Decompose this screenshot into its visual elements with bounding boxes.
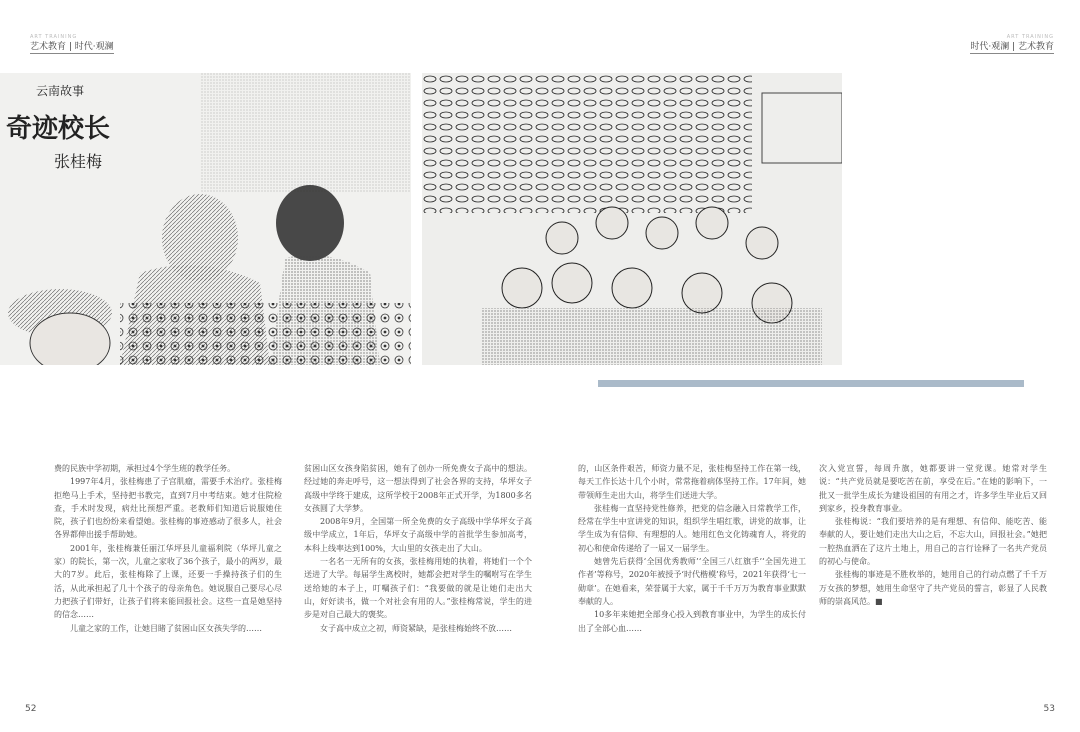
page-number-right: 53 [1043,704,1055,714]
art-name: 张桂梅 [54,152,103,171]
article-column-3 [578,462,806,635]
paragraph: 10多年来她把全部身心投入到教育事业中，为学生的成长付出了全部心血…… [578,610,806,633]
paragraph: 女子高中成立之初，师资紧缺，是张桂梅始终不放…… [320,623,512,633]
artwork-students-group [422,73,842,365]
running-header-right [970,32,1054,54]
paragraph: 2008年9月，全国第一所全免费的女子高级中学华坪女子高级中学成立，1年后，华坪女子高级中学的首批学生参加高考，本科上线率达到100%，大山里的女孩走出了大山。 [304,517,532,553]
paragraph: 2001年，张桂梅兼任丽江华坪县儿童福利院（华坪儿童之家）的院长，第一次，儿童之家收了36个孩子，最小的两岁，最大的7岁。此后，张桂梅除了上课，还要一手操持孩子们的生活，从此承担起了几十个孩子的母亲角色。她说服自己要尽心尽力把孩子们带好，让孩子们将来能回报社会。这些一直是她坚持的信念…… [54,543,282,620]
paragraph: 的，山区条件艰苦，师资力量不足，张桂梅坚持工作在第一线，每天工作长达十几个小时，常常拖着病体坚持工作。17年间，她带领师生走出大山，将学生们送进大学。 [578,464,806,500]
accent-bar [598,380,1024,387]
art-caption-top: 云南故事 [36,84,85,98]
header-kicker: ART TRAINING [1006,34,1054,40]
article-column-1 [54,462,282,635]
paragraph: 1997年4月，张桂梅患了子宫肌瘤，需要手术治疗。张桂梅拒绝马上手术，坚持把书教完，直到7月中考结束。她才住院检查，手术时发现，病灶比预想严重。老教师们知道后说服她住院，孩子们也纷纷来看望她。张桂梅的事迹感动了很多人，社会各界都伸出援手帮助她。 [54,477,282,540]
header-title: 时代·观澜 | 艺术教育 [970,42,1054,52]
article-column-2 [304,462,532,635]
paragraph: 她曾先后获得‘全国优秀教师’‘全国三八红旗手’‘全国先进工作者’等称号，2020年被授予‘时代楷模’称号，2021年获得‘七一勋章’。在她看来，荣誉属于大家，属于千千万万为教育事业默默奉献的人。 [578,557,806,606]
paragraph: 儿童之家的工作，让她目睹了贫困山区女孩失学的…… [70,623,262,633]
header-title: 艺术教育 | 时代·观澜 [30,42,114,52]
pen-drawing-illustration [0,73,411,365]
paragraph: 贫困山区女孩身陷贫困，她有了创办一所免费女子高中的想法。经过她的奔走呼号，这一想法得到了社会各界的支持，华坪女子高级中学终于建成，这所学校于2008年正式开学，为1800多名女孩圆了大学梦。 [304,464,532,513]
paragraph: 一名名一无所有的女孩，张桂梅用她的执着，将她们一个个送进了大学。每届学生离校时，她都会把对学生的嘱咐写在学生送给她的本子上，叮嘱孩子们：“我要做的就是让她们走出大山，好好读书，做一个对社会有用的人。”张桂梅常说，学生的进步是对自己最大的褒奖。 [304,557,532,620]
paragraph: 张桂梅一直坚持党性修养，把党的信念融入日常教学工作，经常在学生中宣讲党的知识，组织学生唱红歌，讲党的故事，让学生成为有信仰、有理想的人。她用红色文化铸魂育人，将党的初心和使命传递给了一届又一届学生。 [578,503,806,553]
running-header-left [30,32,114,54]
page-number-left: 52 [25,704,37,714]
artwork-principal-portrait [0,73,411,365]
paragraph: 次入党宣誓，每周升旗，她都要讲一堂党课。她常对学生说：“共产党员就是要吃苦在前，享受在后。”在她的影响下，一批又一批学生成长为建设祖国的有用之才，许多学生毕业后又回到家乡，投身教育事业。 [819,464,1047,513]
paragraph: 张桂梅说：“我们要培养的是有理想、有信仰、能吃苦、能奉献的人，要让她们走出大山之后，不忘大山，回报社会。”她把一腔热血洒在了这片土地上，用自己的言行诠释了一名共产党员的初心与使命。 [819,517,1047,567]
paragraph: 费的民族中学初期，承担过4个学生班的教学任务。 [54,464,236,473]
article-column-4 [819,462,1047,608]
header-kicker: ART TRAINING [30,34,78,40]
pen-drawing-illustration [422,73,842,365]
art-title: 奇迹校长 [6,114,111,144]
paragraph: 张桂梅的事迹是不胜枚举的，她用自己的行动点燃了千千万万女孩的梦想，她用生命坚守了共产党员的誓言，彰显了人民教师的崇高风范。■ [819,570,1047,606]
